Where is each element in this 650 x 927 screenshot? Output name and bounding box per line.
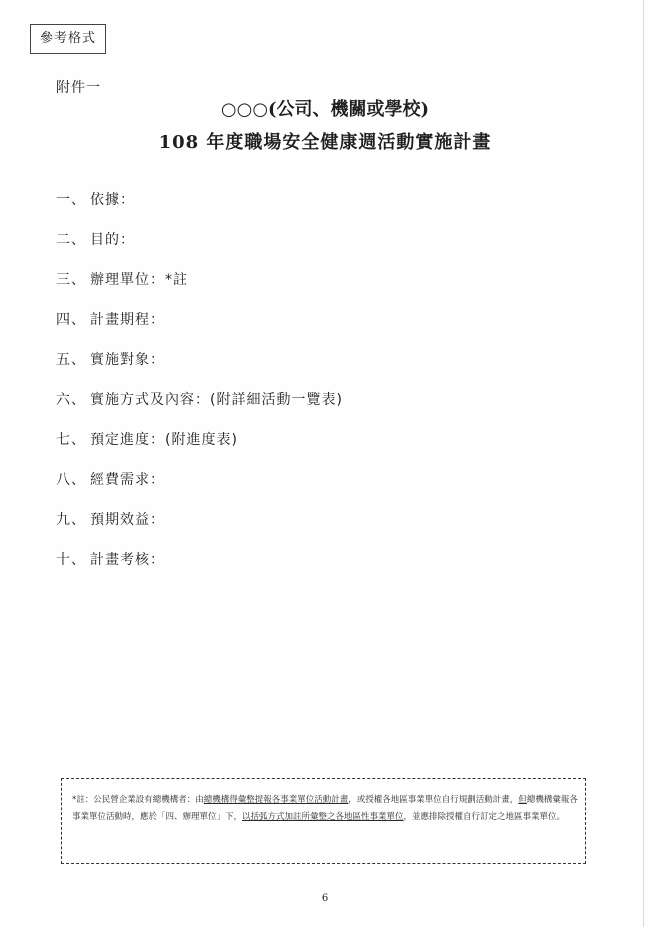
plan-item-number: 九、 [56, 512, 86, 528]
footnote-underlined-3: 以括弧方式加註所彙整之各地區性事業單位 [242, 812, 404, 822]
plan-item-text: 實施方式及內容：(附詳細活動一覽表) [90, 392, 343, 408]
footnote-text-1: *註：公民營企業設有總機構者：由 [72, 795, 204, 805]
plan-item [56, 348, 343, 388]
plan-item-text: 依據： [90, 192, 135, 208]
plan-item-number: 六、 [56, 392, 86, 408]
plan-item-number: 十、 [56, 552, 86, 568]
plan-item [56, 548, 343, 588]
reference-format-label: 參考格式 [30, 24, 106, 54]
plan-item-number: 五、 [56, 352, 86, 368]
plan-item [56, 188, 343, 228]
footnote-text-3: 總機構彙報各事業單位活動時，應於「四、辦理單位」下， [72, 795, 578, 822]
plan-item-number: 四、 [56, 312, 86, 328]
plan-item-number: 七、 [56, 432, 86, 448]
plan-item-text: 計畫考核： [90, 552, 165, 568]
plan-item [56, 468, 343, 508]
footnote-underlined-1: 總機構得彙整提報各事業單位活動計畫 [203, 795, 349, 805]
plan-item-number: 一、 [56, 192, 86, 208]
footnote-text-4: ，並應排除授權自行訂定之地區事業單位。 [403, 812, 566, 822]
footnote-box [61, 778, 586, 864]
attachment-label: 附件一 [56, 80, 101, 96]
plan-item [56, 228, 343, 268]
plan-item-text: 計畫期程： [90, 312, 165, 328]
plan-item [56, 428, 343, 468]
plan-item-text: 經費需求： [90, 472, 165, 488]
plan-item-number: 二、 [56, 232, 86, 248]
plan-items-list [56, 188, 343, 588]
plan-item-text: 目的： [90, 232, 135, 248]
plan-item-number: 三、 [56, 272, 86, 288]
plan-item [56, 508, 343, 548]
plan-item-text: 辦理單位：*註 [90, 272, 188, 288]
plan-item-text: 預期效益： [90, 512, 165, 528]
plan-item [56, 308, 343, 348]
plan-item [56, 388, 343, 428]
plan-item-number: 八、 [56, 472, 86, 488]
footnote-underlined-2: 但 [518, 795, 527, 805]
plan-item-text: 實施對象： [90, 352, 165, 368]
plan-item-text: 預定進度：(附進度表) [90, 432, 238, 448]
plan-item [56, 268, 343, 308]
document-title-plan: 108 年度職場安全健康週活動實施計畫 [158, 132, 492, 153]
footnote-text-2: ，或授權各地區事業單位自行規劃活動計畫， [348, 795, 519, 805]
page-number: 6 [321, 893, 329, 904]
document-title-organization: ○○○(公司、機關或學校) [220, 99, 430, 120]
